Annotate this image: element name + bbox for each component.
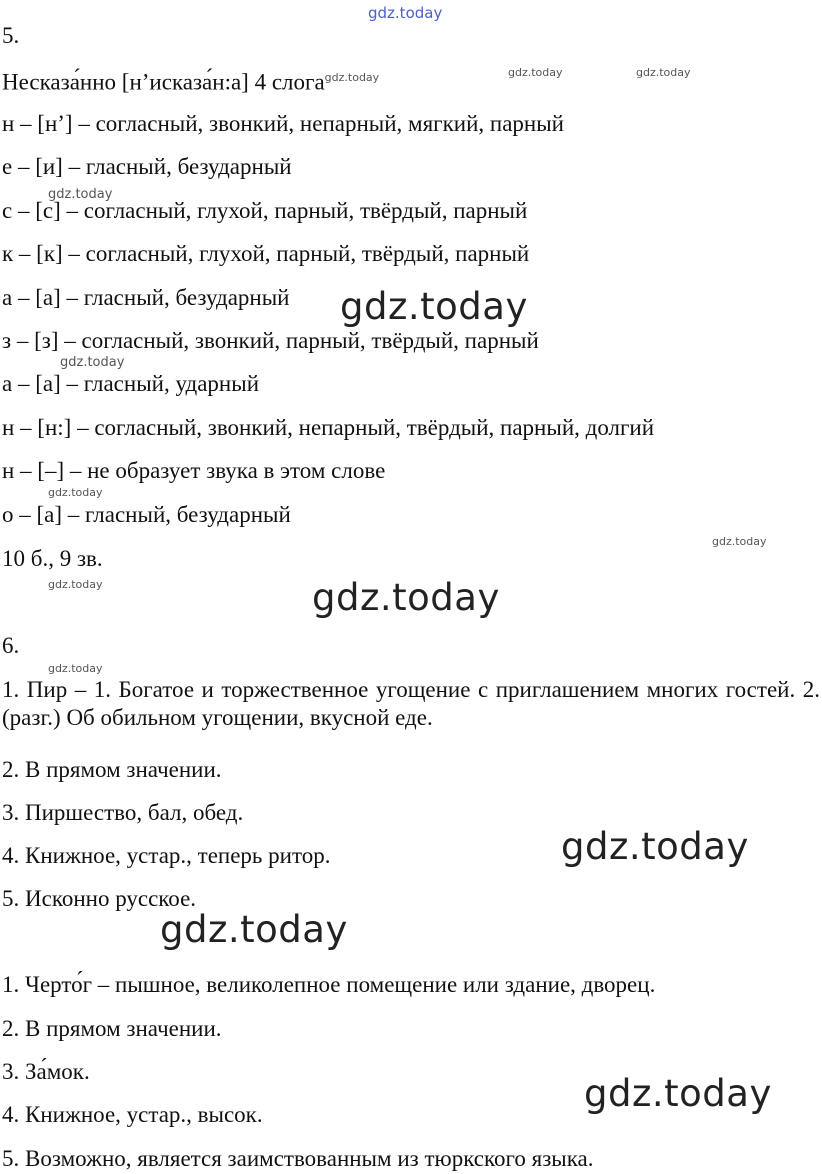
watermark-large: gdz.today [561,825,749,868]
pir-line-5: 5. Исконно русское. [2,886,197,911]
phonetic-line-9: н – [–] – не образует звука в этом слове [2,458,386,483]
pir-line-2: 2. В прямом значении. [2,757,222,782]
watermark-large: gdz.today [312,576,500,619]
phonetic-line-3: с – [с] – согласный, глухой, парный, твёрдый, парный [2,198,528,223]
heading-watermark: gdz.today [324,71,380,84]
watermark-small: gdz.today [508,66,563,79]
watermark-small: gdz.today [636,66,691,79]
heading-text: Несказа́нно [н’исказа́н:а] 4 слога [2,69,325,95]
watermark-small: gdz.today [60,355,125,370]
watermark-small: gdz.today [48,187,113,202]
pir-line-4: 4. Книжное, устар., теперь ритор. [2,843,331,868]
phonetic-line-1: н – [н’] – согласный, звонкий, непарный, мягкий, парный [2,111,564,136]
phonetic-line-2: е – [и] – гласный, безударный [2,154,292,179]
definition-pir: 1. Пир – 1. Богатое и торжественное угощение с приглашением многих гостей. 2. (разг.) Об обильном угощении, вкусной еде. [2,677,820,730]
phonetic-line-5: а – [а] – гласный, безударный [2,285,290,310]
chertog-line-3: 3. За́мок. [2,1059,90,1084]
phonetic-line-7: а – [а] – гласный, ударный [2,371,259,396]
watermark-small: gdz.today [712,535,767,548]
chertog-line-5: 5. Возможно, является заимствованным из тюркского языка. [2,1146,594,1171]
section-5-heading [2,64,379,97]
watermark-large: gdz.today [340,285,528,328]
phonetic-line-4: к – [к] – согласный, глухой, парный, твёрдый, парный [2,241,530,266]
chertog-line-1: 1. Черто́г – пышное, великолепное помещение или здание, дворец. [2,972,656,997]
watermark-small: gdz.today [48,662,103,675]
chertog-line-2: 2. В прямом значении. [2,1016,222,1041]
phonetic-line-8: н – [н:] – согласный, звонкий, непарный, твёрдый, парный, долгий [2,415,655,440]
watermark-small: gdz.today [48,486,103,499]
chertog-line-4: 4. Книжное, устар., высок. [2,1102,263,1127]
section-6-number: 6. [2,633,20,658]
watermark-large: gdz.today [584,1072,772,1115]
phonetic-line-6: з – [з] – согласный, звонкий, парный, твёрдый, парный [2,328,539,353]
phonetic-line-10: о – [а] – гласный, безударный [2,502,291,527]
watermark-large: gdz.today [160,908,348,951]
watermark-small: gdz.today [48,578,103,591]
section-5-number: 5. [2,23,20,48]
watermark-top: gdz.today [368,4,443,22]
section-5-summary: 10 б., 9 зв. [2,546,103,571]
pir-line-3: 3. Пиршество, бал, обед. [2,800,244,825]
